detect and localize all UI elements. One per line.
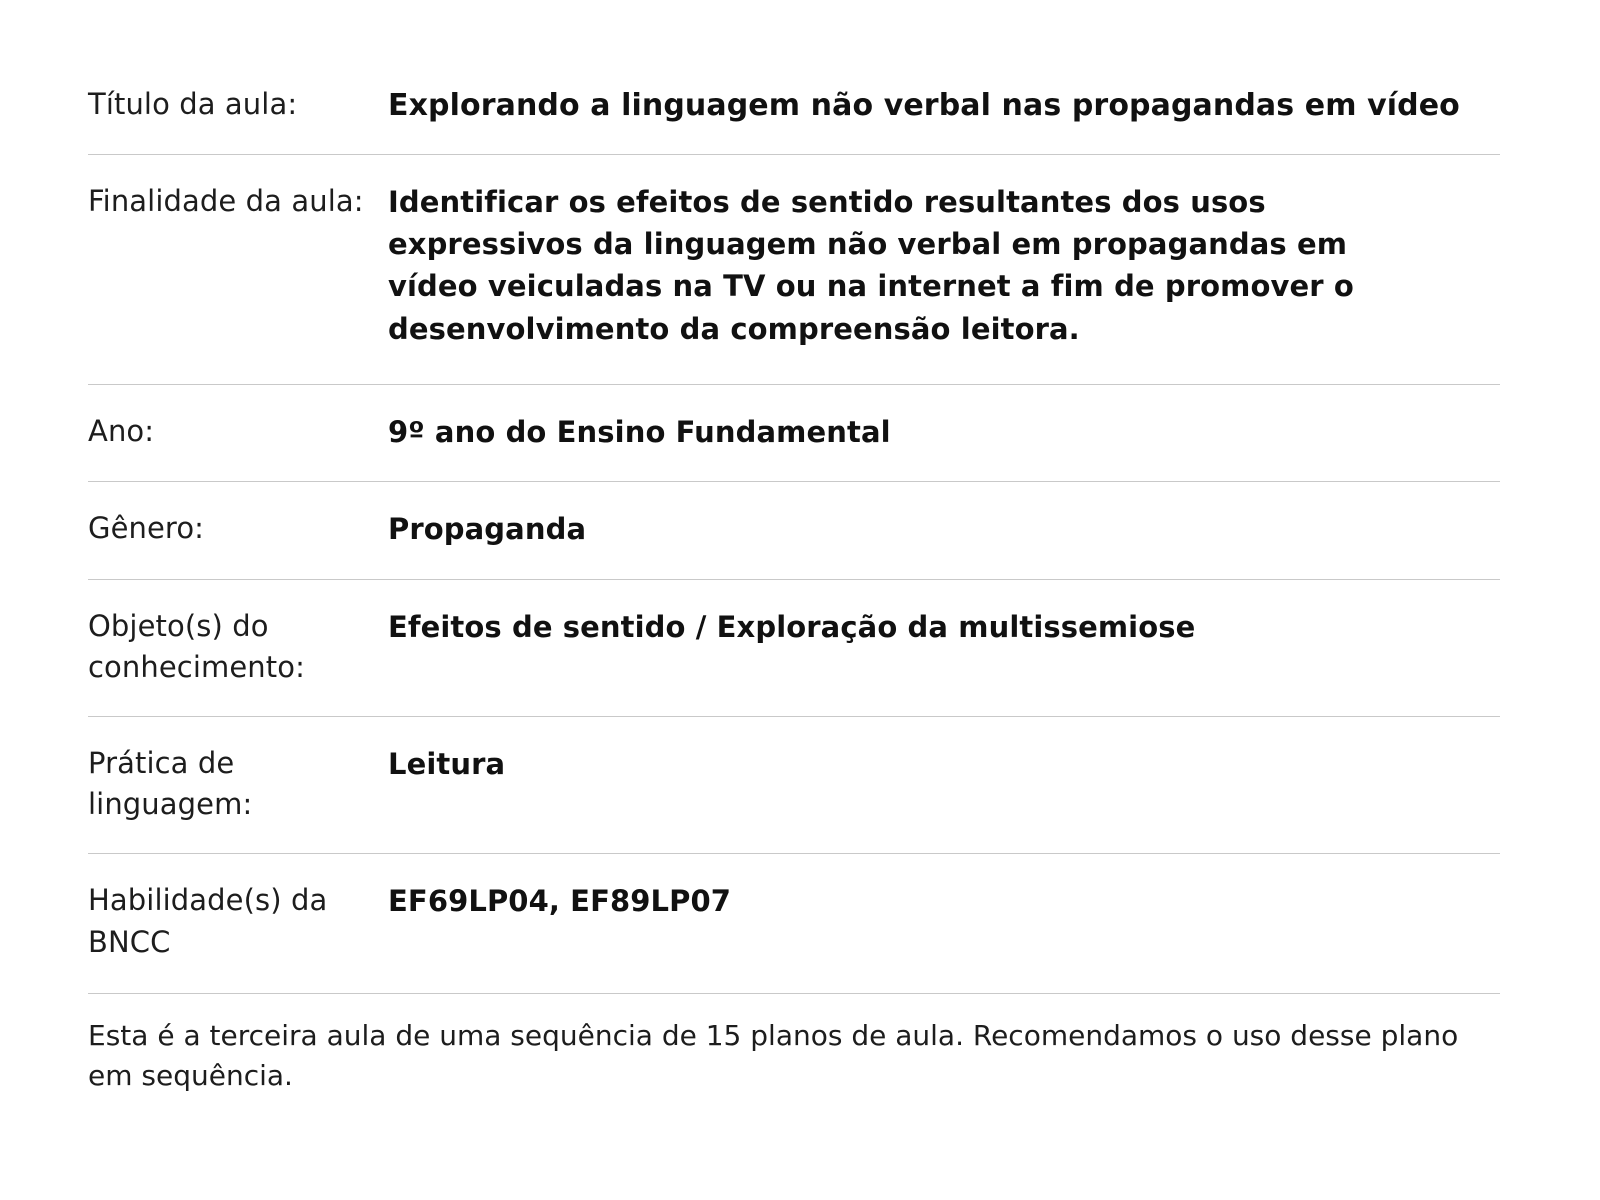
row-label-ano: Ano: (88, 414, 155, 449)
row-label-genero: Gênero: (88, 511, 205, 546)
row-label-habilidades-da-bncc: Habilidade(s) da BNCC (88, 854, 388, 993)
row-value-titulo-da-aula: Explorando a linguagem não verbal nas propagandas em vídeo (388, 88, 1460, 123)
row-value-finalidade-da-aula: Identificar os efeitos de sentido resultantes dos usos expressivos da linguagem não verbal em propagandas em vídeo veiculadas na TV ou na internet a fim de promover o desenvolvimento da compreensão leitora. (388, 184, 1354, 346)
row-value-habilidades-da-bncc: EF69LP04, EF89LP07 (388, 854, 1500, 993)
lesson-plan-table-body (88, 56, 1500, 993)
table-row (88, 385, 1500, 482)
row-label-titulo-da-aula: Título da aula: (88, 87, 298, 121)
table-row (88, 154, 1500, 384)
row-label-pratica-de-linguagem: Prática de linguagem: (88, 746, 253, 822)
row-value-pratica-de-linguagem: Leitura (388, 747, 506, 782)
table-row (88, 579, 1500, 716)
table-row (88, 717, 1500, 854)
sequence-footnote: Esta é a terceira aula de uma sequência de 15 planos de aula. Recomendamos o uso desse plano em sequência. (88, 1018, 1459, 1092)
table-row (88, 854, 1500, 993)
row-label-objetos-do-conhecimento: Objeto(s) do conhecimento: (88, 608, 305, 684)
row-value-objetos-do-conhecimento: Efeitos de sentido / Exploração da multissemiose (388, 609, 1196, 644)
row-value-ano: 9º ano do Ensino Fundamental (388, 415, 891, 450)
table-row (88, 56, 1500, 154)
row-label-finalidade-da-aula: Finalidade da aula: (88, 183, 364, 218)
table-row (88, 482, 1500, 579)
lesson-plan-table (88, 56, 1500, 994)
row-value-genero: Propaganda (388, 512, 587, 547)
